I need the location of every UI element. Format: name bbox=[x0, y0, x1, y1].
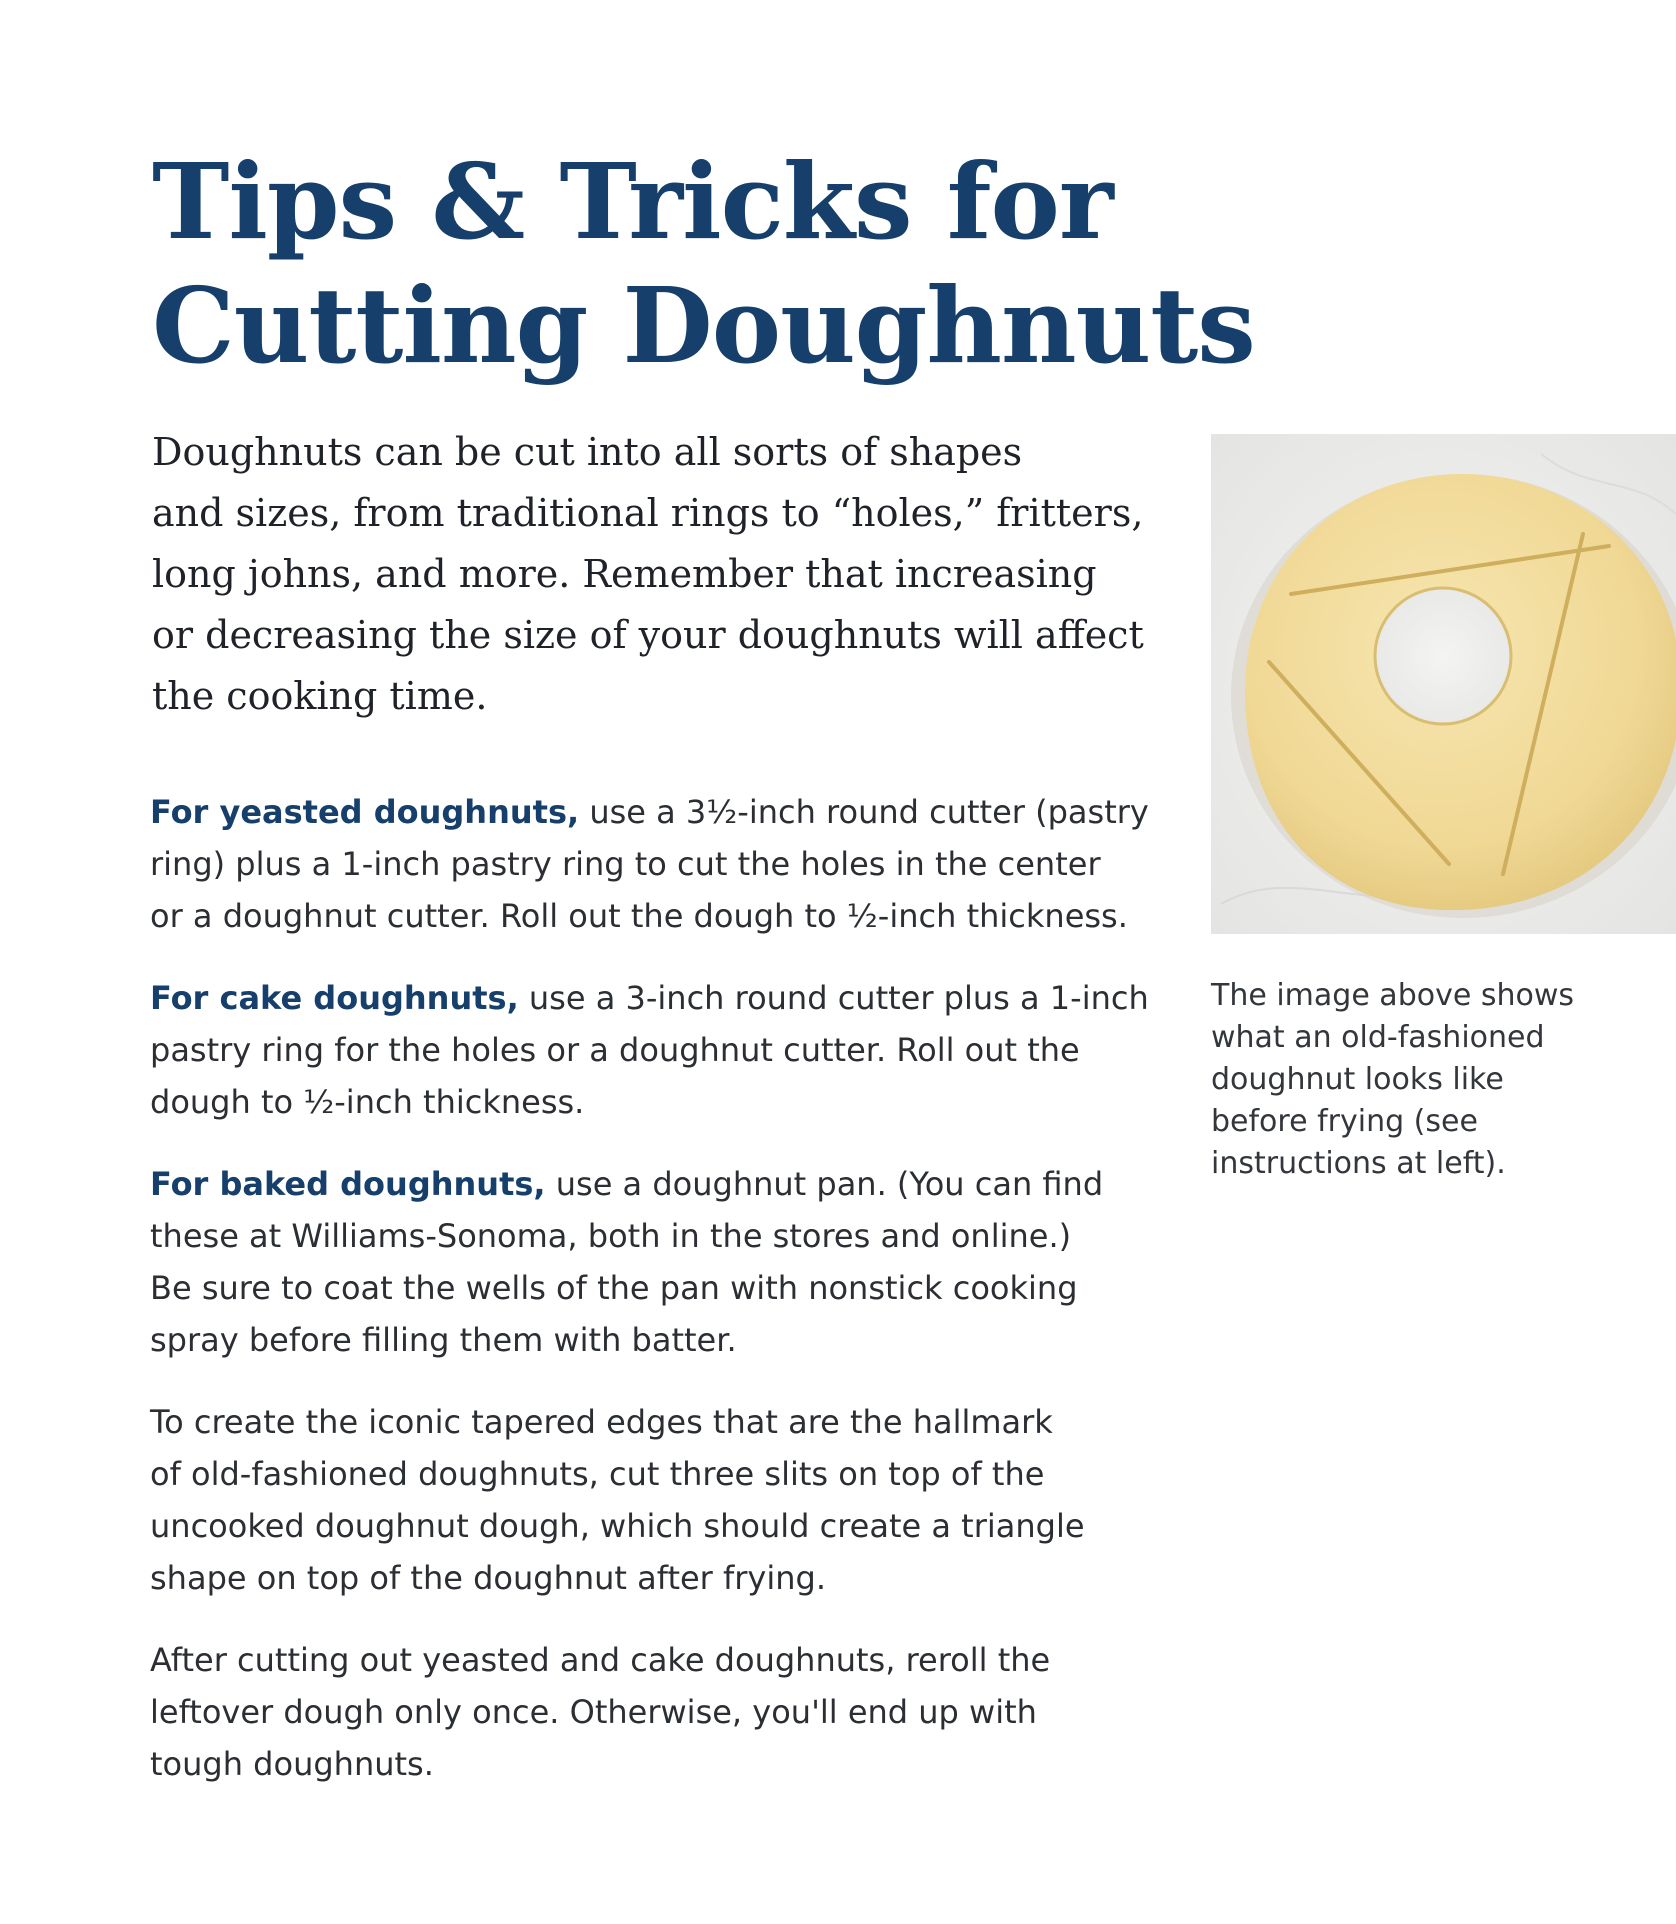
tip-line: uncooked doughnut dough, which should create a triangle bbox=[150, 1507, 1085, 1545]
tip-line bbox=[150, 786, 1149, 838]
intro-line: Doughnuts can be cut into all sorts of shapes bbox=[152, 430, 1023, 474]
doughnut-dough-photo bbox=[1211, 434, 1676, 934]
tip-line: or a doughnut cutter. Roll out the dough to ½-inch thickness. bbox=[150, 897, 1128, 935]
intro-line: the cooking time. bbox=[152, 674, 488, 718]
caption-line: what an old-fashioned bbox=[1211, 1020, 1545, 1055]
tip-line bbox=[150, 972, 1149, 1024]
tip-text: use a doughnut pan. (You can find bbox=[545, 1165, 1104, 1203]
tip-line: pastry ring for the holes or a doughnut cutter. Roll out the bbox=[150, 1031, 1080, 1069]
caption-line: The image above shows bbox=[1211, 978, 1575, 1013]
caption-line: instructions at left). bbox=[1211, 1146, 1506, 1181]
tip-lead: For cake doughnuts, bbox=[150, 979, 519, 1017]
caption-line: before frying (see bbox=[1211, 1104, 1478, 1139]
caption-line: doughnut looks like bbox=[1211, 1062, 1504, 1097]
doughnut-illustration bbox=[1211, 434, 1676, 934]
title-line-2: Cutting Doughnuts bbox=[152, 264, 1255, 387]
tip-line: Be sure to coat the wells of the pan with nonstick cooking bbox=[150, 1269, 1078, 1307]
tip-reroll bbox=[150, 1634, 1130, 1790]
tip-text: use a 3½-inch round cutter (pastry bbox=[579, 793, 1149, 831]
intro-line: or decreasing the size of your doughnuts will affect bbox=[152, 613, 1144, 657]
intro-paragraph bbox=[152, 422, 1144, 727]
photo-caption bbox=[1211, 975, 1651, 1185]
tip-line: To create the iconic tapered edges that are the hallmark bbox=[150, 1403, 1053, 1441]
tip-line: spray before filling them with batter. bbox=[150, 1321, 737, 1359]
tip-line: dough to ½-inch thickness. bbox=[150, 1083, 585, 1121]
tip-tapered-edges bbox=[150, 1396, 1130, 1604]
tip-cake-doughnuts bbox=[150, 972, 1149, 1128]
tip-line: After cutting out yeasted and cake doughnuts, reroll the bbox=[150, 1641, 1051, 1679]
tip-line: these at Williams-Sonoma, both in the stores and online.) bbox=[150, 1217, 1072, 1255]
page-title bbox=[152, 140, 1255, 388]
title-line-1: Tips & Tricks for bbox=[152, 140, 1113, 263]
intro-line: and sizes, from traditional rings to “holes,” fritters, bbox=[152, 491, 1144, 535]
tips-section bbox=[150, 786, 1149, 1820]
tip-lead: For baked doughnuts, bbox=[150, 1165, 546, 1203]
intro-line: long johns, and more. Remember that increasing bbox=[152, 552, 1097, 596]
tip-baked-doughnuts bbox=[150, 1158, 1130, 1366]
tip-yeasted-doughnuts bbox=[150, 786, 1149, 942]
tip-line: shape on top of the doughnut after frying. bbox=[150, 1559, 827, 1597]
tip-line: ring) plus a 1-inch pastry ring to cut the holes in the center bbox=[150, 845, 1101, 883]
tip-line: of old-fashioned doughnuts, cut three slits on top of the bbox=[150, 1455, 1045, 1493]
tip-line bbox=[150, 1158, 1130, 1210]
tip-line: tough doughnuts. bbox=[150, 1745, 434, 1783]
tip-line: leftover dough only once. Otherwise, you'll end up with bbox=[150, 1693, 1037, 1731]
tip-lead: For yeasted doughnuts, bbox=[150, 793, 580, 831]
tip-text: use a 3-inch round cutter plus a 1-inch bbox=[518, 979, 1149, 1017]
